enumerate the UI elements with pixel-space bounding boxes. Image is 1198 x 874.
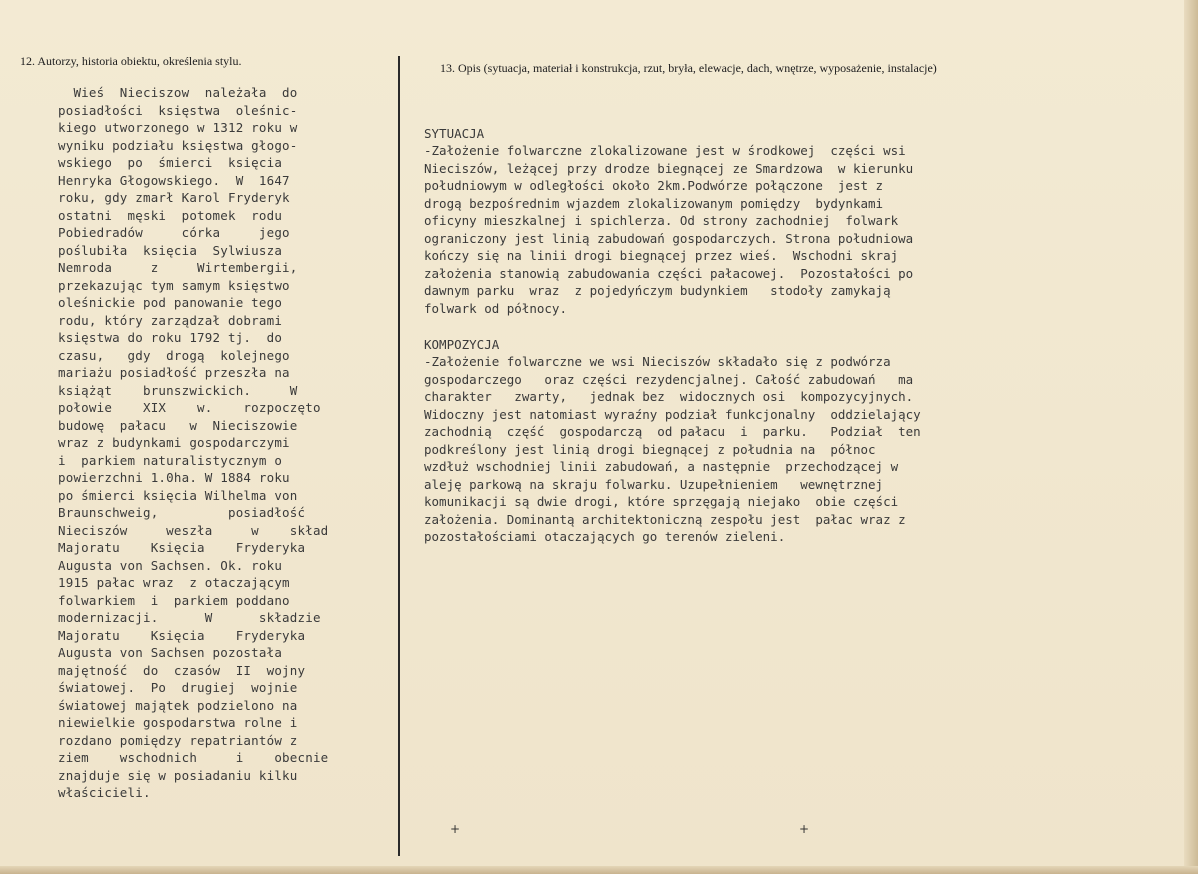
left-section-header: 12. Autorzy, historia obiektu, określenia stylu. — [20, 54, 242, 68]
section-heading-composition: KOMPOZYCJA — [424, 337, 500, 352]
section-heading-situation: SYTUACJA — [424, 126, 485, 141]
description-column — [424, 125, 1124, 546]
column-divider — [398, 56, 400, 856]
section-gap — [424, 317, 1124, 336]
section-text-composition: -Założenie folwarczne we wsi Nieciszów składało się z podwórza gospodarczego oraz części rezydencjalnej. Całość zabudowań ma charakter zwarty, jednak bez widocznych osi kompozycyjnych. Widoczny jest natomiast wyraźny podział funkcjonalny oddzielający zachodnią część gospodarczą od pałacu i parku. Podział ten podkreślony jest linią drogi biegnącej z południa na północ wzdłuż wschodniej linii zabudowań, a następnie przechodzącej w aleję parkową na skraju folwarku. Uzupełnieniem wewnętrznej komunikacji są dwie drogi, które sprzęgają niejako obie części założenia. Dominantą architektoniczną zespołu jest pałac wraz z pozostałościami otaczających go terenów zieleni. — [424, 354, 921, 544]
registration-mark-right: + — [799, 822, 810, 836]
history-text: Wieś Nieciszow należała do posiadłości księstwa oleśnic- kiego utworzonego w 1312 roku w wyniku podziału księstwa głogo- wskiego po śmierci księcia Henryka Głogowskiego. W 1647 roku, gdy zmarł Karol Fryderyk ostatni męski potomek rodu Pobiedradów córka jego poślubiła księcia Sylwiusza Nemroda z Wirtembergii, przekazując tym samym księstwo oleśnickie pod panowanie tego rodu, który zarządzał dobrami księstwa do roku 1792 tj. do czasu, gdy drogą kolejnego mariażu posiadłość przeszła na książąt brunszwickich. W połowie XIX w. rozpoczęto budowę pałacu w Nieciszowie wraz z budynkami gospodarczymi i parkiem naturalistycznym o powierzchni 1.0ha. W 1884 roku po śmierci księcia Wilhelma von Braunschweig, posiadłość Nieciszów weszła w skład Majoratu Księcia Fryderyka Augusta von Sachsen. Ok. roku 1915 pałac wraz z otaczającym folwarkiem i parkiem poddano modernizacji. W składzie Majoratu Księcia Fryderyka Augusta von Sachsen pozostała majętność do czasów II wojny światowej. Po drugiej wojnie światowej majątek podzielono na niewielkie gospodarstwa rolne i rozdano pomiędzy repatriantów z ziem wschodnich i obecnie znajduje się w posiadaniu kilku właścicieli. — [58, 85, 329, 800]
paper-edge-bottom — [0, 866, 1198, 874]
registration-mark-left: + — [450, 822, 461, 836]
section-text-situation: -Założenie folwarczne zlokalizowane jest w środkowej części wsi Nieciszów, leżącej przy drodze biegnącej ze Smardzowa w kierunku południowym w odległości około 2km.Podwórze połączone jest z drogą bezpośrednim wjazdem zlokalizowanym pomiędzy bydynkami oficyny mieszkalnej i spichlerza. Od strony zachodniej folwark ograniczony jest linią zabudowań gospodarczych. Strona południowa kończy się na linii drogi biegnącej przez wieś. Wschodni skraj założenia stanowią zabudowania części pałacowej. Pozostałości po dawnym parku wraz z pojedyńczym budynkiem stodoły zamykają folwark od północy. — [424, 143, 914, 316]
paper-edge-right — [1184, 0, 1198, 874]
right-section-header: 13. Opis (sytuacja, materiał i konstrukcja, rzut, bryła, elewacje, dach, wnętrze, wyposażenie, instalacje) — [440, 61, 937, 75]
